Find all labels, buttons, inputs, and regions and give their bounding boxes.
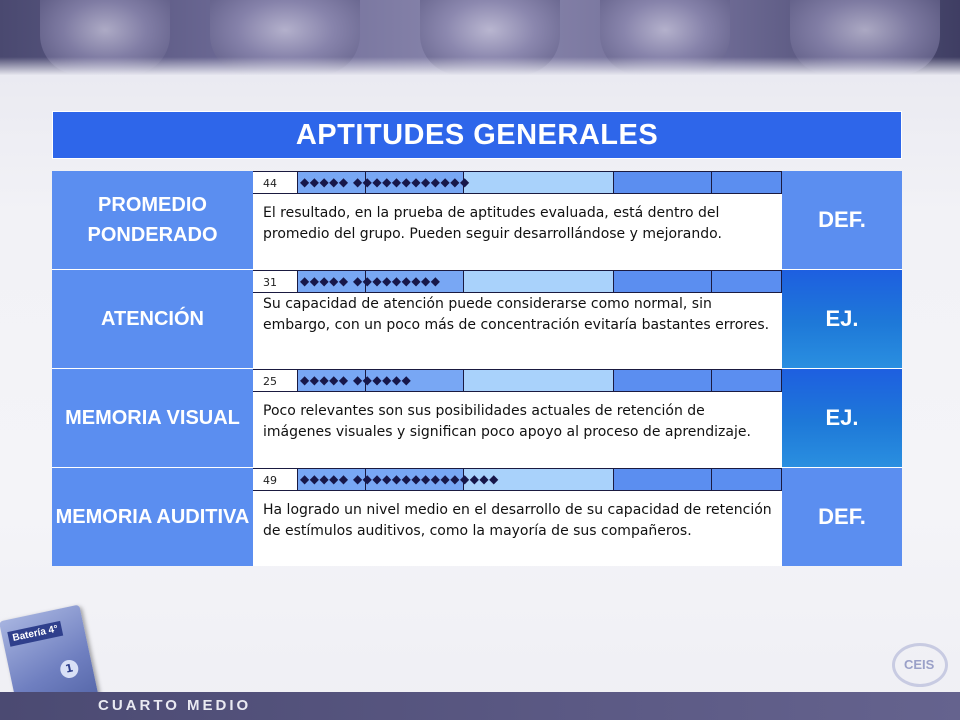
score-value: 25 — [263, 375, 277, 388]
footer-bar — [0, 692, 960, 720]
score-diamonds: ◆◆◆◆◆ ◆◆◆◆◆◆ — [300, 373, 412, 387]
aptitudes-table — [52, 171, 902, 565]
result-detail — [253, 270, 782, 368]
result-detail — [253, 468, 782, 566]
aptitude-label: MEMORIA VISUAL — [52, 369, 253, 467]
result-badge: EJ. — [782, 270, 902, 368]
score-diamonds: ◆◆◆◆◆ ◆◆◆◆◆◆◆◆◆ — [300, 274, 441, 288]
result-badge: DEF. — [782, 468, 902, 566]
footer-text: CUARTO MEDIO — [98, 697, 252, 714]
result-detail — [253, 369, 782, 467]
aptitude-label: ATENCIÓN — [52, 270, 253, 368]
aptitude-label: MEMORIA AUDITIVA — [52, 468, 253, 566]
logo-text: CEIS — [904, 657, 935, 672]
result-description: Ha logrado un nivel medio en el desarrollo de su capacidad de retención de estímulos auditivos, como la mayoría de sus compañeros. — [263, 502, 772, 539]
score-value: 31 — [263, 276, 277, 289]
aptitude-label: PROMEDIO PONDERADO — [52, 171, 253, 269]
result-badge: EJ. — [782, 369, 902, 467]
result-description: Poco relevantes son sus posibilidades actuales de retención de imágenes visuales y significan poco apoyo al proceso de aprendizaje. — [263, 403, 751, 440]
result-detail — [253, 171, 782, 269]
result-description: El resultado, en la prueba de aptitudes evaluada, está dentro del promedio del grupo. Pueden seguir desarrollándose y mejorando. — [263, 205, 722, 242]
header-photo-banner — [0, 0, 960, 75]
table-row — [52, 270, 902, 368]
score-value: 44 — [263, 177, 277, 190]
book-number: 1 — [59, 658, 80, 679]
slide-title: APTITUDES GENERALES — [52, 111, 902, 159]
ceis-logo — [892, 643, 952, 688]
result-badge: DEF. — [782, 171, 902, 269]
book-label: Batería 4° — [7, 621, 63, 647]
score-diamonds: ◆◆◆◆◆ ◆◆◆◆◆◆◆◆◆◆◆◆ — [300, 175, 470, 189]
score-value: 49 — [263, 474, 277, 487]
table-row — [52, 171, 902, 269]
result-description: Su capacidad de atención puede considerarse como normal, sin embargo, con un poco más de concentración evitaría bastantes errores. — [263, 296, 770, 333]
table-row — [52, 369, 902, 467]
table-row — [52, 468, 902, 566]
score-diamonds: ◆◆◆◆◆ ◆◆◆◆◆◆◆◆◆◆◆◆◆◆◆ — [300, 472, 499, 486]
